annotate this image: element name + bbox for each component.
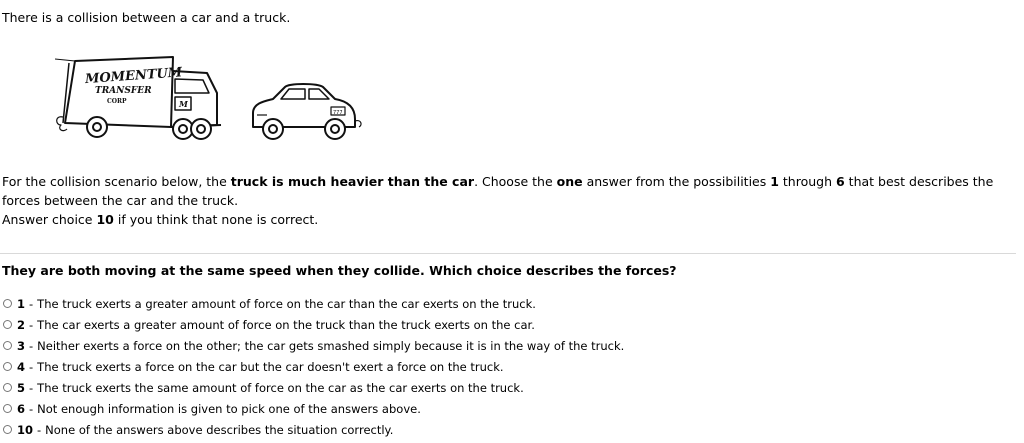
instructions-text-4: through [778, 174, 836, 189]
option-separator: - [29, 296, 34, 311]
intro-text: There is a collision between a car and a truck. [2, 10, 291, 25]
radio-button[interactable] [3, 362, 12, 371]
answer-option[interactable] [2, 377, 624, 398]
instructions-text-1: For the collision scenario below, the [2, 174, 231, 189]
instructions-bold-last-number: 6 [836, 174, 845, 189]
instructions-bold-first-number: 1 [770, 174, 779, 189]
radio-button[interactable] [3, 425, 12, 434]
option-number: 1 [17, 296, 26, 311]
question-text: They are both moving at the same speed when they collide. Which choice describes the forces? [2, 263, 677, 278]
truck-lettering [84, 65, 189, 109]
section-divider [0, 253, 1016, 254]
option-separator: - [29, 338, 34, 353]
answer-option[interactable] [2, 398, 624, 419]
instructions-bold-none-choice: 10 [96, 212, 114, 227]
option-number: 6 [17, 401, 26, 416]
radio-button[interactable] [3, 320, 12, 329]
option-label: The truck exerts the same amount of force on the car as the car exerts on the truck. [37, 380, 524, 395]
option-separator: - [29, 401, 34, 416]
option-separator: - [29, 380, 34, 395]
radio-button[interactable] [3, 299, 12, 308]
option-label: The truck exerts a force on the car but the car doesn't exert a force on the truck. [37, 359, 504, 374]
option-label: None of the answers above describes the situation correctly. [45, 422, 394, 437]
truck-car-collision-illustration [55, 53, 365, 141]
radio-button[interactable] [3, 341, 12, 350]
answer-option[interactable] [2, 293, 624, 314]
instructions-line2-text-2: if you think that none is correct. [113, 212, 319, 227]
option-number: 2 [17, 317, 26, 332]
radio-button[interactable] [3, 404, 12, 413]
option-separator: - [29, 359, 34, 374]
option-number: 5 [17, 380, 26, 395]
car-plate: 777 [333, 110, 343, 116]
answer-option[interactable] [2, 314, 624, 335]
instructions-line2-text-1: Answer choice [2, 212, 97, 227]
option-label: Neither exerts a force on the other; the car gets smashed simply because it is in the way of the truck. [37, 338, 625, 353]
radio-button[interactable] [3, 383, 12, 392]
option-separator: - [29, 317, 34, 332]
truck-text-line-3: CORP [107, 98, 127, 105]
instructions-text-3: answer from the possibilities [582, 174, 771, 189]
instructions-bold-one: one [556, 174, 583, 189]
option-label: The truck exerts a greater amount of force on the car than the car exerts on the truck. [37, 296, 536, 311]
answer-option[interactable] [2, 419, 624, 440]
option-number: 4 [17, 359, 26, 374]
instructions-text-2: . Choose the [474, 174, 557, 189]
instructions-text-5: that best describes the forces between the car and the truck. [2, 174, 994, 208]
instructions [2, 172, 1016, 229]
option-label: The car exerts a greater amount of force on the truck than the truck exerts on the car. [37, 317, 535, 332]
truck-text-line-2: TRANSFER [95, 86, 152, 96]
option-number: 3 [17, 338, 26, 353]
car-drawing [253, 84, 361, 139]
truck-text-line-1: MOMENTUM [84, 65, 183, 88]
option-number: 10 [17, 422, 34, 437]
option-separator: - [37, 422, 42, 437]
truck-door-letter: M [179, 99, 188, 109]
option-label: Not enough information is given to pick one of the answers above. [37, 401, 421, 416]
answer-option[interactable] [2, 335, 624, 356]
answer-option[interactable] [2, 356, 624, 377]
answer-options [2, 293, 624, 440]
instructions-bold-heavier: truck is much heavier than the car [230, 174, 475, 189]
